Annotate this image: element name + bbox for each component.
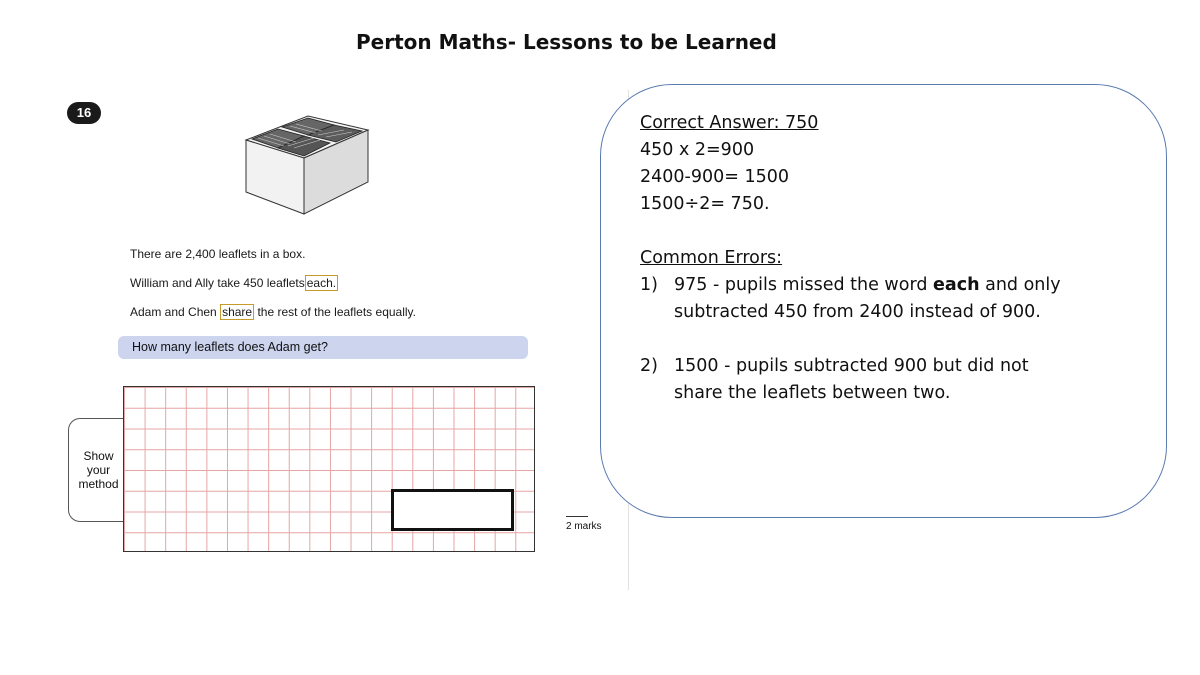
answer-box[interactable] [391, 489, 514, 531]
question-line-2-text: William and Ally take 450 leaflets [130, 276, 305, 290]
marks-label: 2 marks [566, 521, 602, 532]
error-1-line-b: subtracted 450 from 2400 instead of 900. [674, 302, 1041, 322]
error-1-text-start: 975 - pupils missed the word [674, 275, 928, 295]
question-prompt: How many leaflets does Adam get? [118, 336, 528, 359]
question-number-badge: 16 [67, 102, 101, 124]
error-2-number: 2) [640, 356, 658, 376]
highlight-share: share [222, 305, 253, 319]
error-2-line-b: share the leaflets between two. [674, 383, 951, 403]
error-1-text-end: and only [985, 275, 1061, 295]
question-line-3 [130, 305, 416, 319]
page-title: Perton Maths- Lessons to be Learned [356, 30, 777, 54]
marks-indicator [566, 516, 602, 532]
question-line-2 [130, 276, 338, 290]
working-step-2: 2400-900= 1500 [640, 167, 790, 187]
question-line-3-start: Adam and Chen [130, 305, 217, 319]
highlight-each: each. [306, 276, 337, 290]
common-errors-heading: Common Errors: [640, 248, 783, 268]
question-line-1: There are 2,400 leaflets in a box. [130, 247, 306, 261]
question-line-3-end: the rest of the leaflets equally. [257, 305, 416, 319]
working-step-1: 450 x 2=900 [640, 140, 755, 160]
show-method-label: Show your method [68, 418, 128, 522]
error-1-number: 1) [640, 275, 658, 295]
correct-answer-heading: Correct Answer: 750 [640, 113, 819, 133]
error-1-bold-word: each [933, 275, 980, 295]
error-2-line-a: 1500 - pupils subtracted 900 but did not [674, 356, 1029, 376]
leaflet-box-illustration [238, 96, 388, 218]
error-1-line-a [674, 275, 1061, 295]
working-step-3: 1500÷2= 750. [640, 194, 770, 214]
